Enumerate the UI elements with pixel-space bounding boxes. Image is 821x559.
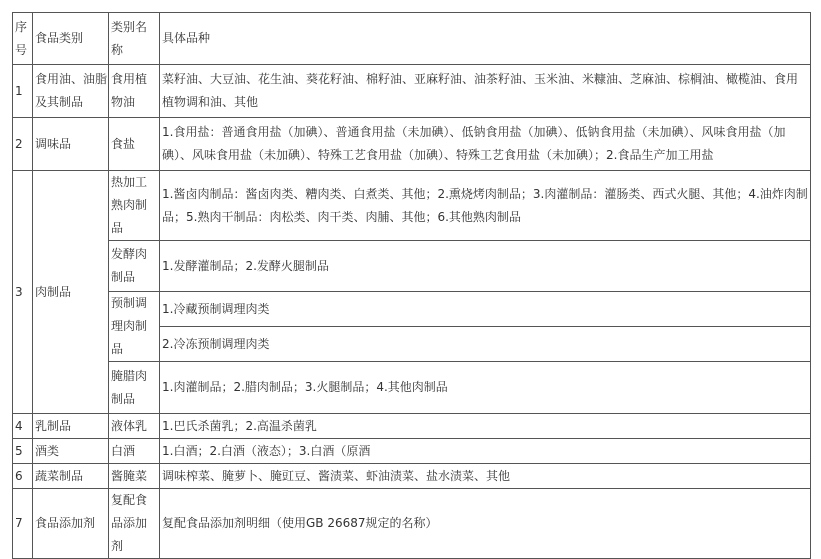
row-category-name: 液体乳 <box>109 414 160 439</box>
row-category: 蔬菜制品 <box>33 464 109 489</box>
food-category-table <box>12 12 811 559</box>
row-category-name: 白酒 <box>109 439 160 464</box>
page <box>12 12 811 559</box>
row-category-name: 热加工熟肉制品 <box>109 171 160 241</box>
table-row <box>13 489 811 559</box>
header-cell-no: 序号 <box>13 13 33 65</box>
row-items: 1.肉灌制品；2.腊肉制品；3.火腿制品；4.其他肉制品 <box>160 362 811 414</box>
row-category-name: 食盐 <box>109 118 160 171</box>
row-category-name: 发酵肉制品 <box>109 241 160 292</box>
table-row <box>13 65 811 118</box>
row-number: 3 <box>13 171 33 414</box>
row-category-name: 食用植物油 <box>109 65 160 118</box>
row-number: 5 <box>13 439 33 464</box>
row-number: 7 <box>13 489 33 559</box>
row-number: 1 <box>13 65 33 118</box>
table-row <box>13 118 811 171</box>
row-category: 食用油、油脂及其制品 <box>33 65 109 118</box>
row-number: 6 <box>13 464 33 489</box>
row-category-name: 复配食品添加剂 <box>109 489 160 559</box>
table-row <box>13 171 811 241</box>
row-number: 4 <box>13 414 33 439</box>
row-category-name: 酱腌菜 <box>109 464 160 489</box>
row-items: 1.食用盐：普通食用盐（加碘）、普通食用盐（未加碘）、低钠食用盐（加碘）、低钠食用盐（未加碘）、风味食用盐（加碘）、风味食用盐（未加碘）、特殊工艺食用盐（加碘）、特殊工艺食用盐（未加碘）；2.食品生产加工用盐 <box>160 118 811 171</box>
row-items: 1.白酒；2.白酒（液态）；3.白酒（原酒 <box>160 439 811 464</box>
row-category: 食品添加剂 <box>33 489 109 559</box>
row-items: 调味榨菜、腌萝卜、腌豇豆、酱渍菜、虾油渍菜、盐水渍菜、其他 <box>160 464 811 489</box>
row-items: 复配食品添加剂明细（使用GB 26687规定的名称） <box>160 489 811 559</box>
table-row <box>13 414 811 439</box>
row-items: 2.冷冻预制调理肉类 <box>160 327 811 362</box>
row-items: 1.巴氏杀菌乳；2.高温杀菌乳 <box>160 414 811 439</box>
row-items: 1.酱卤肉制品：酱卤肉类、糟肉类、白煮类、其他；2.熏烧烤肉制品；3.肉灌制品：灌肠类、西式火腿、其他；4.油炸肉制品；5.熟肉干制品：肉松类、肉干类、肉脯、其他；6.其他熟肉制品 <box>160 171 811 241</box>
header-cell-name: 类别名称 <box>109 13 160 65</box>
header-cell-items: 具体品种 <box>160 13 811 65</box>
table-row <box>13 464 811 489</box>
row-items: 1.发酵灌制品；2.发酵火腿制品 <box>160 241 811 292</box>
row-items: 菜籽油、大豆油、花生油、葵花籽油、棉籽油、亚麻籽油、油茶籽油、玉米油、米糠油、芝麻油、棕榈油、橄榄油、食用植物调和油、其他 <box>160 65 811 118</box>
row-number: 2 <box>13 118 33 171</box>
table-row <box>13 241 811 292</box>
row-category: 酒类 <box>33 439 109 464</box>
table-header-row <box>13 13 811 65</box>
row-category: 肉制品 <box>33 171 109 414</box>
row-category-name: 预制调理肉制品 <box>109 292 160 362</box>
row-category-name: 腌腊肉制品 <box>109 362 160 414</box>
header-cell-category: 食品类别 <box>33 13 109 65</box>
row-items: 1.冷藏预制调理肉类 <box>160 292 811 327</box>
row-category: 调味品 <box>33 118 109 171</box>
table-row <box>13 439 811 464</box>
table-row <box>13 292 811 327</box>
table-row <box>13 362 811 414</box>
row-category: 乳制品 <box>33 414 109 439</box>
